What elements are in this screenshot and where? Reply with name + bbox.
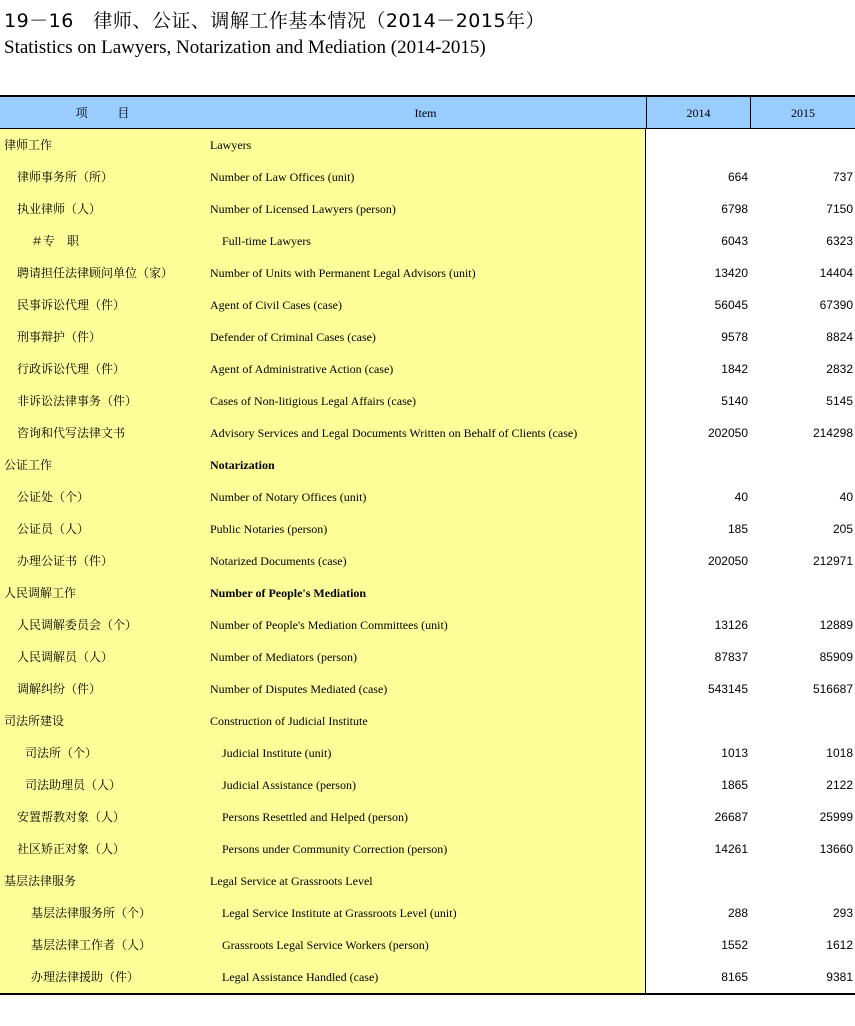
value-2014: 185 bbox=[727, 522, 748, 536]
value-2015: 2122 bbox=[826, 778, 853, 792]
item-chinese: 安置帮教对象（人） bbox=[17, 810, 126, 824]
item-chinese: 调解纠纷（件） bbox=[17, 682, 102, 696]
value-2014: 26687 bbox=[714, 810, 748, 824]
table-row bbox=[0, 129, 855, 161]
table-row bbox=[0, 705, 855, 737]
value-2015 bbox=[750, 705, 853, 737]
item-english: Agent of Administrative Action (case) bbox=[210, 362, 394, 376]
value-2014: 6043 bbox=[721, 234, 748, 248]
table-row bbox=[0, 225, 855, 257]
value-2015 bbox=[750, 129, 853, 161]
item-english: Judicial Institute (unit) bbox=[222, 746, 332, 760]
item-chinese: 聘请担任法律顾问单位（家） bbox=[17, 266, 174, 280]
item-chinese: 基层法律服务 bbox=[4, 874, 77, 888]
item-english: Advisory Services and Legal Documents Written on Behalf of Clients (case) bbox=[210, 426, 578, 440]
item-english: Agent of Civil Cases (case) bbox=[210, 298, 342, 312]
item-english: Public Notaries (person) bbox=[210, 522, 328, 536]
value-2014: 202050 bbox=[707, 554, 748, 568]
item-chinese: 司法所（个） bbox=[25, 746, 98, 760]
table-row bbox=[0, 577, 855, 609]
value-2015: 1612 bbox=[826, 938, 853, 952]
item-english: Persons Resettled and Helped (person) bbox=[222, 810, 408, 824]
item-chinese: 人民调解工作 bbox=[4, 586, 77, 600]
table-row bbox=[0, 193, 855, 225]
value-2014: 1865 bbox=[721, 778, 748, 792]
item-english: Persons under Community Correction (person) bbox=[222, 842, 448, 856]
item-chinese: 社区矫正对象（人） bbox=[17, 842, 126, 856]
item-chinese: ＃专 职 bbox=[31, 234, 80, 248]
value-2014: 288 bbox=[727, 906, 748, 920]
table-row bbox=[0, 897, 855, 929]
value-2014: 8165 bbox=[721, 970, 748, 984]
table-row bbox=[0, 449, 855, 481]
item-chinese: 行政诉讼代理（件） bbox=[17, 362, 126, 376]
item-chinese: 公证工作 bbox=[4, 458, 53, 472]
item-english: Number of Notary Offices (unit) bbox=[210, 490, 367, 504]
table-row bbox=[0, 417, 855, 449]
table-row bbox=[0, 385, 855, 417]
item-chinese: 司法助理员（人） bbox=[25, 778, 122, 792]
value-2015: 85909 bbox=[819, 650, 853, 664]
value-2015: 6323 bbox=[826, 234, 853, 248]
item-english: Legal Service at Grassroots Level bbox=[210, 874, 373, 888]
value-2014: 56045 bbox=[714, 298, 748, 312]
value-2015: 5145 bbox=[826, 394, 853, 408]
value-2014: 13126 bbox=[714, 618, 748, 632]
value-2015: 40 bbox=[839, 490, 853, 504]
item-english: Number of Licensed Lawyers (person) bbox=[210, 202, 396, 216]
item-chinese: 执业律师（人） bbox=[17, 202, 102, 216]
value-2014: 543145 bbox=[707, 682, 748, 696]
item-chinese: 人民调解委员会（个） bbox=[17, 618, 138, 632]
value-2015: 205 bbox=[832, 522, 853, 536]
value-2015: 67390 bbox=[819, 298, 853, 312]
row-item-background bbox=[0, 225, 646, 257]
page-title-english: Statistics on Lawyers, Notarization and Mediation (2014-2015) bbox=[4, 37, 486, 58]
item-english: Notarized Documents (case) bbox=[210, 554, 347, 568]
value-2015: 12889 bbox=[819, 618, 853, 632]
item-chinese: 公证处（个） bbox=[17, 490, 90, 504]
item-english: Number of People's Mediation bbox=[210, 586, 367, 600]
item-chinese: 公证员（人） bbox=[17, 522, 90, 536]
value-2014: 5140 bbox=[721, 394, 748, 408]
table-row bbox=[0, 737, 855, 769]
value-2014: 1013 bbox=[721, 746, 748, 760]
value-2015: 1018 bbox=[826, 746, 853, 760]
value-2014: 664 bbox=[727, 170, 748, 184]
row-item-background bbox=[0, 449, 646, 481]
table-row bbox=[0, 609, 855, 641]
item-english: Construction of Judicial Institute bbox=[210, 714, 368, 728]
value-2014: 1552 bbox=[721, 938, 748, 952]
item-chinese: 咨询和代写法律文书 bbox=[17, 426, 126, 440]
header-year-2014: 2014 bbox=[646, 97, 750, 129]
header-item-english: Item bbox=[414, 106, 437, 120]
table-row bbox=[0, 833, 855, 865]
item-chinese: 办理公证书（件） bbox=[17, 554, 114, 568]
table-row bbox=[0, 321, 855, 353]
value-2014 bbox=[646, 705, 748, 737]
value-2014 bbox=[646, 577, 748, 609]
item-chinese: 律师事务所（所） bbox=[17, 170, 114, 184]
value-2014: 1842 bbox=[721, 362, 748, 376]
statistics-table bbox=[0, 95, 855, 993]
table-row bbox=[0, 801, 855, 833]
item-english: Lawyers bbox=[210, 138, 252, 152]
value-2015: 214298 bbox=[812, 426, 853, 440]
header-year-2015: 2015 bbox=[750, 97, 855, 129]
value-2015: 25999 bbox=[819, 810, 853, 824]
value-2014 bbox=[646, 129, 748, 161]
value-2014 bbox=[646, 865, 748, 897]
value-2015 bbox=[750, 449, 853, 481]
item-chinese: 非诉讼法律事务（件） bbox=[17, 394, 138, 408]
table-row bbox=[0, 545, 855, 577]
item-english: Number of Disputes Mediated (case) bbox=[210, 682, 388, 696]
table-row bbox=[0, 929, 855, 961]
value-2015: 13660 bbox=[819, 842, 853, 856]
value-2014: 40 bbox=[734, 490, 748, 504]
value-2015 bbox=[750, 577, 853, 609]
item-english: Defender of Criminal Cases (case) bbox=[210, 330, 376, 344]
item-chinese: 司法所建设 bbox=[4, 714, 65, 728]
value-2015: 737 bbox=[832, 170, 853, 184]
table-row bbox=[0, 481, 855, 513]
item-chinese: 律师工作 bbox=[4, 138, 53, 152]
value-2014: 9578 bbox=[721, 330, 748, 344]
item-chinese: 办理法律援助（件） bbox=[31, 970, 140, 984]
item-english: Number of People's Mediation Committees (unit) bbox=[210, 618, 448, 632]
item-english: Full-time Lawyers bbox=[222, 234, 311, 248]
value-2014: 6798 bbox=[721, 202, 748, 216]
item-english: Number of Law Offices (unit) bbox=[210, 170, 355, 184]
value-2015: 7150 bbox=[826, 202, 853, 216]
table-row bbox=[0, 289, 855, 321]
value-2014: 13420 bbox=[714, 266, 748, 280]
value-2015: 293 bbox=[832, 906, 853, 920]
value-2014: 202050 bbox=[707, 426, 748, 440]
item-chinese: 民事诉讼代理（件） bbox=[17, 298, 126, 312]
value-2015: 14404 bbox=[819, 266, 853, 280]
item-chinese: 基层法律工作者（人） bbox=[31, 938, 152, 952]
table-row bbox=[0, 513, 855, 545]
value-2014: 87837 bbox=[714, 650, 748, 664]
table-body bbox=[0, 129, 855, 993]
value-2015: 8824 bbox=[826, 330, 853, 344]
table-row bbox=[0, 673, 855, 705]
table-row bbox=[0, 961, 855, 993]
table-row bbox=[0, 161, 855, 193]
table-row bbox=[0, 641, 855, 673]
item-chinese: 基层法律服务所（个） bbox=[31, 906, 152, 920]
table-row bbox=[0, 257, 855, 289]
item-english: Judicial Assistance (person) bbox=[222, 778, 356, 792]
value-2015: 9381 bbox=[826, 970, 853, 984]
table-row bbox=[0, 865, 855, 897]
value-2015: 2832 bbox=[826, 362, 853, 376]
page-title-chinese: 19－16 律师、公证、调解工作基本情况（2014－2015年） bbox=[4, 10, 546, 32]
item-english: Grassroots Legal Service Workers (person) bbox=[222, 938, 429, 952]
value-2014: 14261 bbox=[714, 842, 748, 856]
value-2015: 516687 bbox=[812, 682, 853, 696]
value-2014 bbox=[646, 449, 748, 481]
item-english: Legal Service Institute at Grassroots Level (unit) bbox=[222, 906, 457, 920]
item-english: Number of Units with Permanent Legal Advisors (unit) bbox=[210, 266, 476, 280]
table-row bbox=[0, 769, 855, 801]
item-english: Legal Assistance Handled (case) bbox=[222, 970, 379, 984]
value-2015 bbox=[750, 865, 853, 897]
item-chinese: 人民调解员（人） bbox=[17, 650, 114, 664]
table-row bbox=[0, 353, 855, 385]
table-bottom-rule bbox=[0, 993, 855, 995]
item-chinese: 刑事辩护（件） bbox=[17, 330, 102, 344]
item-english: Number of Mediators (person) bbox=[210, 650, 357, 664]
row-item-background bbox=[0, 129, 646, 161]
item-english: Cases of Non-litigious Legal Affairs (case) bbox=[210, 394, 417, 408]
value-2015: 212971 bbox=[812, 554, 853, 568]
table-header bbox=[0, 95, 855, 129]
header-item-chinese: 项 目 bbox=[75, 106, 130, 120]
item-english: Notarization bbox=[210, 458, 275, 472]
